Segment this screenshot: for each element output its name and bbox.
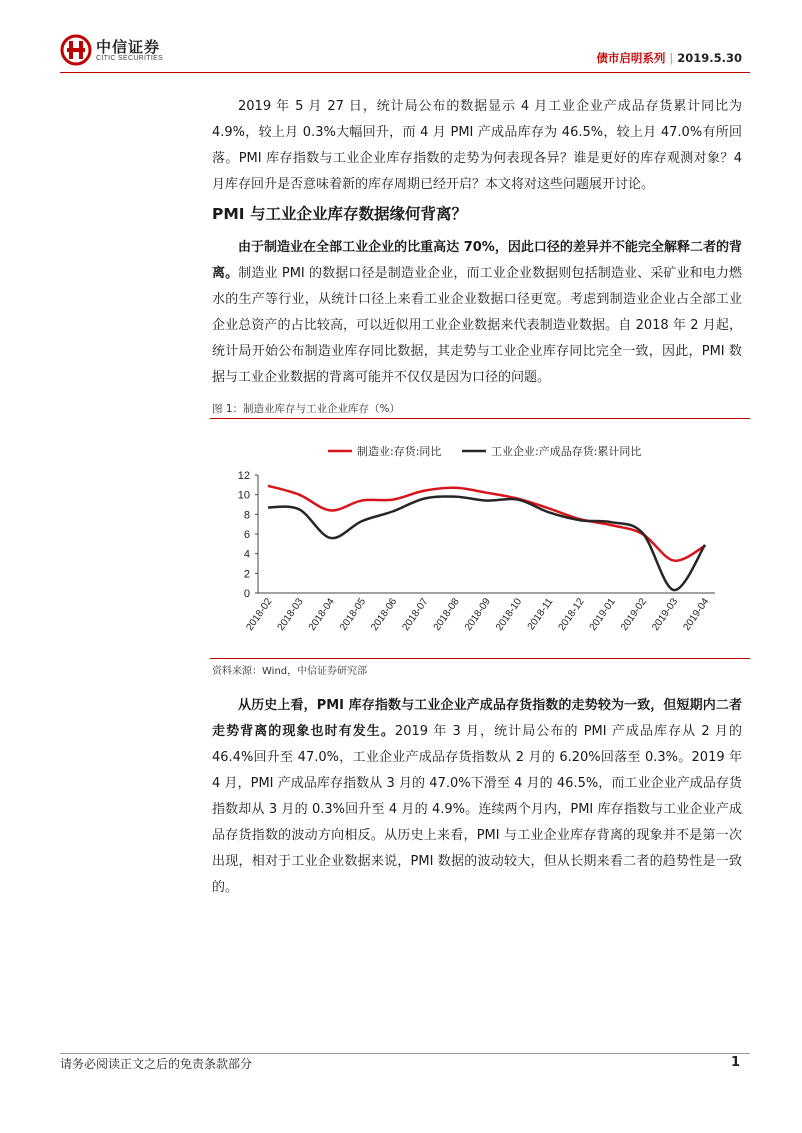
series-line-1 <box>268 486 705 561</box>
x-tick-label: 2018-04 <box>306 596 337 633</box>
intro-paragraph: 2019 年 5 月 27 日，统计局公布的数据显示 4 月工业企业产成品存货累计同比为 4.9%，较上月 0.3%大幅回升，而 4 月 PMI 产成品库存为 46.5%，较上月 47.0%有所回落。PMI 库存指数与工业企业库存指数的走势为何表现各异？谁是更好的库存观测对象？4 月库存回升是否意味着新的库存周期已经开启？本文将对这些问题展开讨论。 <box>212 99 742 192</box>
legend-label-2: 工业企业:产成品存货:累计同比 <box>491 445 642 458</box>
y-tick-label: 8 <box>243 509 250 522</box>
y-tick-label: 4 <box>243 548 250 561</box>
page-header <box>60 32 742 72</box>
x-tick-label: 2018-12 <box>556 596 587 633</box>
x-tick-label: 2018-06 <box>369 596 400 633</box>
header-separator: | <box>669 51 674 65</box>
x-tick-label: 2019-03 <box>650 596 681 633</box>
figure-source: 资料来源：Wind，中信证券研究部 <box>212 666 368 677</box>
x-tick-label: 2018-02 <box>244 596 275 633</box>
x-tick-label: 2019-04 <box>681 596 712 633</box>
footer-divider <box>60 1053 750 1054</box>
x-tick-label: 2018-10 <box>494 596 525 633</box>
y-tick-label: 10 <box>237 489 250 502</box>
report-date: 2019.5.30 <box>677 51 742 65</box>
paragraph-1-body: 制造业 PMI 的数据口径是制造业企业，而工业企业数据则包括制造业、采矿业和电力燃水的生产等行业，从统计口径上来看工业企业数据口径更宽。考虑到制造业企业占全部工业企业总资产的占比较高，可以近似用工业企业数据来代表制造业数据。自 2018 年 2 月起，统计局开始公布制造业库存同比数据，其走势与工业企业库存同比完全一致，因此，PMI 数据与工业企业数据的背离可能并不仅仅是因为口径的问题。 <box>212 266 742 385</box>
x-tick-label: 2018-09 <box>462 596 493 633</box>
x-tick-label: 2018-08 <box>431 596 462 633</box>
paragraph-2 <box>212 693 742 901</box>
x-tick-label: 2018-07 <box>400 596 431 633</box>
paragraph-1-lead: 由于制造业在全部工业企业的比重高达 70%，因此口径的差异并不能完全解释二者的背离。 <box>212 240 742 281</box>
x-tick-label: 2018-11 <box>525 596 556 633</box>
section-title: PMI 与工业企业库存数据缘何背离？ <box>212 205 467 223</box>
figure-bottom-rule <box>210 658 750 659</box>
paragraph-2-body: 2019 年 3 月，统计局公布的 PMI 产成品库存从 2 月的 46.4%回升至 47.0%，工业企业产成品存货指数从 2 月的 6.20%回落至 0.3%。2019 年 4 月，PMI 产成品库存指数从 3 月的 47.0%下滑至 4 月的 46.5%，而工业企业产成品存货指数却从 3 月的 0.3%回升至 4 月的 4.9%。连续两个月内，PMI 库存指数与工业企业产成品存货指数的波动方向相反。从历史上来看，PMI 与工业企业库存背离的现象并不是第一次出现，相对于工业企业数据来说，PMI 数据的波动较大，但从长期来看二者的趋势性是一致的。 <box>212 724 742 895</box>
header-series-info <box>596 50 742 66</box>
footer-disclaimer: 请务必阅读正文之后的免责条款部分 <box>60 1057 253 1071</box>
paragraph-1 <box>212 235 742 391</box>
logo-text-cn: 中信证券 <box>96 38 161 56</box>
figure-top-rule <box>210 418 750 419</box>
legend-label-1: 制造业:存货:同比 <box>357 445 442 458</box>
x-tick-label: 2019-02 <box>618 596 650 633</box>
x-tick-label: 2019-01 <box>587 596 618 633</box>
header-divider <box>60 72 750 73</box>
y-tick-label: 0 <box>243 588 250 600</box>
logo-text-en: CITIC SECURITIES <box>96 55 164 62</box>
inventory-line-chart <box>210 432 750 652</box>
x-tick-label: 2018-05 <box>338 596 369 633</box>
paragraph-2-lead: 从历史上看，PMI 库存指数与工业企业产成品存货指数的走势较为一致，但短期内二者走势背离的现象也时有发生。 <box>212 698 742 739</box>
y-tick-label: 2 <box>243 568 250 581</box>
citic-logo <box>60 32 190 68</box>
figure-title: 图 1：制造业库存与工业企业库存（%） <box>212 403 400 415</box>
page-number: 1 <box>730 1055 740 1070</box>
citic-logo-icon <box>60 34 92 66</box>
series-name: 债市启明系列 <box>596 51 666 65</box>
x-tick-label: 2018-03 <box>275 596 306 633</box>
y-tick-label: 6 <box>243 529 250 541</box>
y-tick-label: 12 <box>237 470 250 482</box>
